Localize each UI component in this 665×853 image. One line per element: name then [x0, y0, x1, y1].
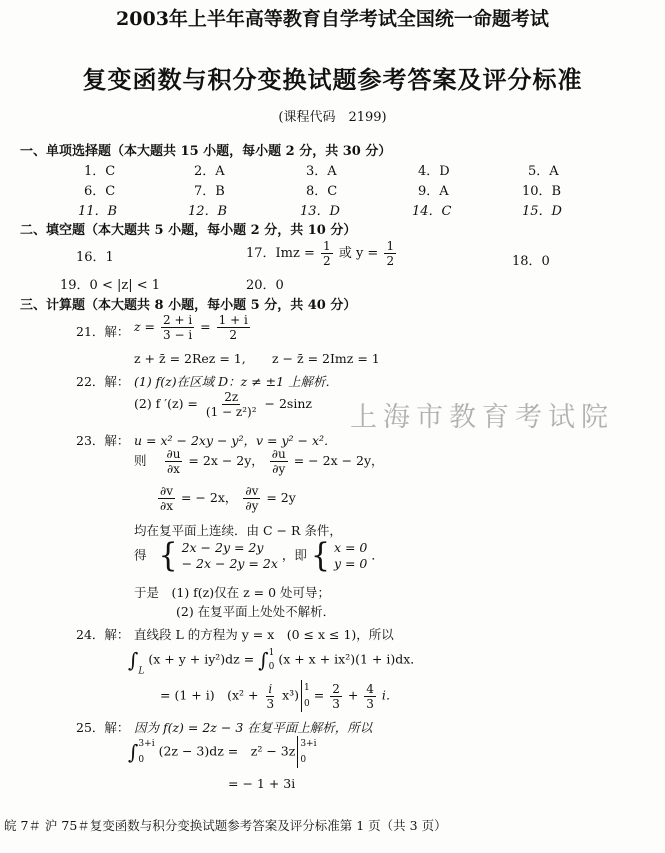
- numerator: 4: [366, 681, 374, 696]
- equation: y = 0: [333, 556, 368, 571]
- answer-item: 5．A: [528, 164, 559, 179]
- answer-item: 12．B: [188, 204, 228, 219]
- q23-line1: u = x² − 2xy − y²，v = y² − x²．: [134, 433, 337, 448]
- answer-item: 1．C: [84, 164, 116, 179]
- q23-d2-value: = − 2x − 2y，: [293, 453, 384, 468]
- denominator: ∂y: [272, 462, 286, 476]
- lower-limit: 0: [138, 755, 145, 765]
- q23-continuity: 均在复平面上连续．由 C − R 条件，: [134, 523, 342, 538]
- q24-integrand-1: (x + y + iy²)dz =: [148, 651, 255, 667]
- numerator: 2 + i: [163, 313, 193, 327]
- upper-limit: 1: [304, 683, 310, 693]
- upper-limit: 1: [268, 648, 275, 658]
- numerator: ∂v: [245, 484, 259, 498]
- integral-sign: ∫: [128, 740, 139, 764]
- lower-limit: L: [138, 666, 145, 677]
- q22-line2: [134, 391, 312, 418]
- denominator: 2: [229, 328, 238, 342]
- fraction: [165, 448, 183, 475]
- q24-r2: x³): [282, 687, 300, 703]
- left-brace: {: [310, 536, 330, 575]
- q24-r4: +: [347, 687, 359, 703]
- equation: − 2x − 2y = 2x: [181, 556, 278, 571]
- limits: [138, 736, 154, 768]
- q22-line1: (1) f(z)在区域 D：z ≠ ±1 上解析．: [134, 374, 339, 389]
- denominator: 3: [366, 696, 374, 711]
- q21-z: z =: [134, 319, 156, 334]
- q23-label: 23．解：: [76, 433, 130, 448]
- equation: 2x − 2y = 2y: [181, 540, 264, 555]
- answer-17-mid: 或 y =: [338, 246, 379, 261]
- page-footer: 皖 7＃ 沪 75＃复变函数与积分变换试题参考答案及评分标准第 1 页（共 3 页）: [4, 818, 447, 833]
- upper-limit: 3+i: [138, 739, 155, 749]
- q23-de: 得: [134, 547, 147, 563]
- q25-line1: 因为 f(z) = 2z − 3 在复平面上解析，所以: [134, 720, 373, 735]
- fraction: [161, 314, 194, 341]
- q23-period: ．: [371, 547, 384, 563]
- denominator: 2: [323, 254, 331, 268]
- answer-item: 11．B: [78, 204, 118, 219]
- fraction: [330, 683, 342, 710]
- q25-label: 25．解：: [76, 720, 130, 735]
- evaluation-bar: [301, 680, 302, 712]
- q24-integrand-2: (x + x + ix²)(1 + i)dx．: [278, 651, 423, 667]
- denominator: (1 − z²)²: [205, 405, 257, 419]
- q21-label: 21．解：: [76, 324, 130, 339]
- limits: [269, 646, 275, 674]
- section-1-heading: 一、单项选择题（本大题共 15 小题，每小题 2 分，共 30 分）: [20, 144, 392, 159]
- q24-result-line: [160, 680, 398, 712]
- q23-conclusion-1: 于是 (1) f(z)仅在 z = 0 处可导；: [134, 585, 331, 600]
- numerator: 1: [323, 239, 331, 253]
- fraction: [217, 314, 250, 341]
- answer-item: 3．A: [306, 164, 337, 179]
- answer-item: 15．D: [522, 204, 562, 219]
- denominator: 2: [386, 254, 395, 268]
- denominator: 3 − i: [163, 328, 193, 342]
- denominator: 3: [332, 696, 340, 711]
- watermark: 上海市教育考试院: [350, 402, 614, 433]
- numerator: 2z: [224, 390, 239, 404]
- q23-ze: 则: [134, 453, 147, 468]
- numerator: ∂u: [271, 447, 286, 461]
- integral-sign: ∫: [128, 648, 139, 672]
- answer-20: 20．0: [246, 278, 284, 293]
- lower-limit: 0: [304, 699, 310, 709]
- answer-item: 4．D: [418, 164, 450, 179]
- answer-19: 19．0 < |z| < 1: [60, 278, 161, 293]
- fraction: [264, 683, 276, 710]
- fraction: [204, 391, 259, 418]
- q24-r1: = (1 + i) (x² +: [160, 687, 259, 703]
- left-brace: {: [158, 536, 178, 575]
- q25-result: = − 1 + 3i: [228, 776, 296, 791]
- numerator: ∂v: [160, 484, 173, 498]
- answer-item: 14．C: [412, 204, 452, 219]
- denominator: ∂x: [160, 499, 173, 513]
- evaluation-bar: [297, 736, 298, 768]
- limits: [300, 736, 316, 768]
- section-3-heading: 三、计算题（本大题共 8 小题，每小题 5 分，共 40 分）: [20, 298, 357, 313]
- q21-line2b: z − z̄ = 2Imz = 1: [272, 351, 380, 366]
- fraction: [321, 240, 333, 267]
- fraction: [243, 485, 260, 512]
- limits: [304, 680, 310, 712]
- answer-item: 7．B: [194, 184, 225, 199]
- upper-limit: 3+i: [300, 739, 317, 749]
- integral-sign: ∫: [258, 648, 269, 672]
- denominator: 3: [266, 696, 275, 711]
- lower-limit: 0: [300, 755, 307, 765]
- system-2: [334, 540, 367, 572]
- answer-17: [246, 240, 398, 267]
- q24-line1: 直线段 L 的方程为 y = x (0 ≤ x ≤ 1)，所以: [134, 627, 394, 642]
- q24-r5: i．: [381, 687, 399, 703]
- answer-item: 6．C: [84, 184, 116, 199]
- answer-item: 2．A: [194, 164, 225, 179]
- numerator: 1: [386, 239, 395, 253]
- lower-limit: 0: [268, 662, 275, 672]
- equation: x = 0: [333, 540, 368, 555]
- answer-18: 18．0: [512, 254, 550, 269]
- course-code: (课程代码 2199): [278, 110, 387, 125]
- denominator: ∂y: [245, 499, 259, 513]
- q23-ji: ，即: [281, 547, 307, 563]
- q25-integrand: (2z − 3)dz = z² − 3z: [158, 743, 296, 759]
- q25-integral-line: [128, 736, 316, 768]
- system-1: [182, 540, 278, 572]
- q23-partials-2: [156, 485, 296, 512]
- q24-integral-line: [128, 646, 423, 677]
- q21-equation: [134, 314, 252, 341]
- answer-item: 13．D: [300, 204, 340, 219]
- exam-header: 2003年上半年高等教育自学考试全国统一命题考试: [116, 8, 549, 30]
- q22-label: 22．解：: [76, 374, 130, 389]
- answer-17-prefix: 17．Imz =: [246, 246, 315, 261]
- q23-system: [134, 536, 384, 575]
- answer-16: 16．1: [76, 250, 114, 265]
- answer-item: 9．A: [418, 184, 449, 199]
- fraction: [270, 448, 288, 475]
- q23-partials-1: [134, 448, 384, 475]
- fraction: [364, 683, 376, 710]
- numerator: 2: [332, 681, 340, 696]
- q24-label: 24．解：: [76, 627, 130, 642]
- q23-d4-value: = 2y: [266, 490, 296, 505]
- numerator: ∂u: [166, 447, 181, 461]
- denominator: ∂x: [166, 462, 180, 476]
- q22-suffix: − 2sinz: [264, 396, 312, 411]
- answer-item: 8．C: [306, 184, 338, 199]
- q22-prefix: (2) f ′(z) =: [134, 396, 198, 411]
- equals: =: [200, 319, 211, 334]
- fraction: [384, 240, 396, 267]
- q21-line2a: z + z̄ = 2Rez = 1,: [134, 351, 246, 366]
- numerator: i: [268, 681, 273, 696]
- q23-conclusion-2: (2) 在复平面上处处不解析．: [176, 604, 336, 619]
- fraction: [158, 485, 175, 512]
- numerator: 1 + i: [218, 313, 248, 327]
- q23-d3-value: = − 2x，: [180, 490, 238, 505]
- document-title: 复变函数与积分变换试题参考答案及评分标准: [82, 65, 583, 94]
- q23-d1-value: = 2x − 2y，: [188, 453, 264, 468]
- q24-r3: =: [313, 687, 325, 703]
- section-2-heading: 二、填空题（本大题共 5 小题，每小题 2 分，共 10 分）: [20, 223, 357, 238]
- answer-item: 10．B: [522, 184, 562, 199]
